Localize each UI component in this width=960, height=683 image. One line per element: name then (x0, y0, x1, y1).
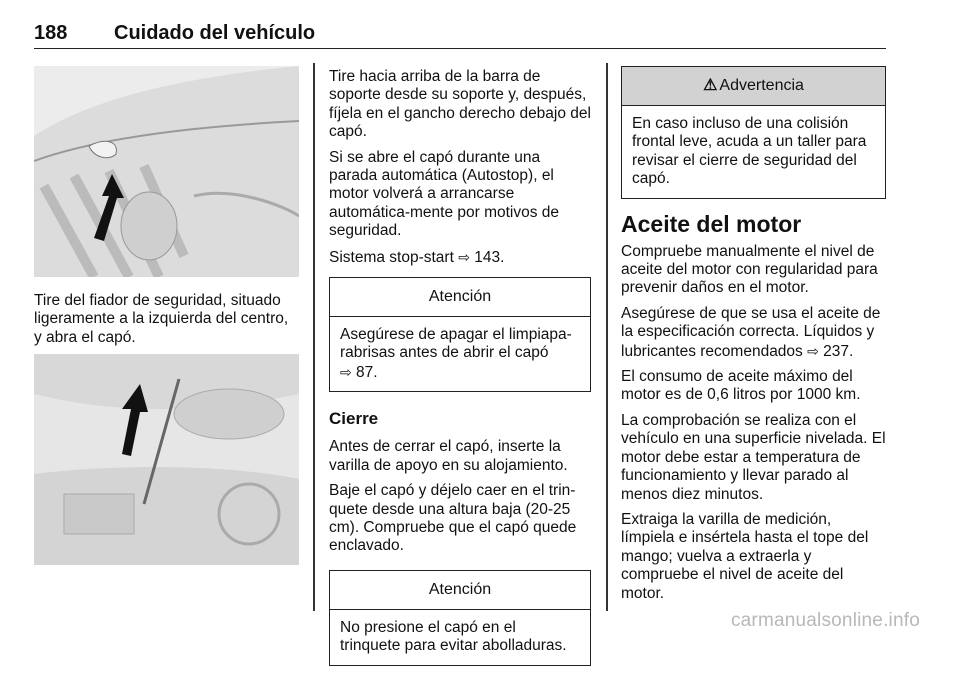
page-number: 188 (34, 22, 68, 44)
middle-column (329, 68, 591, 683)
paragraph: Si se abre el capó durante una parada automática (Autostop), el motor volverá a arrancarse automática-mente por motivos de seguridad. (329, 148, 560, 240)
caption-open-hood: Tire del fiador de seguridad, situado ligeramente a la izquierda del centro, y abra el capó. (34, 292, 289, 346)
hood-latch-illustration (34, 66, 299, 277)
paragraph: Compruebe manualmente el nivel de aceite del motor con regularidad para prevenir daños en el motor. (621, 242, 878, 297)
reference-arrow-icon: ⇨ (458, 248, 470, 265)
page-reference: 143. (474, 248, 505, 266)
column-divider (606, 63, 608, 611)
right-column (621, 66, 886, 610)
notice-box (329, 277, 591, 392)
section-heading: Cierre (329, 409, 379, 429)
page-title: Cuidado del vehículo (114, 22, 316, 44)
paragraph (329, 248, 591, 267)
reference-arrow-icon: ⇨ (340, 363, 352, 380)
warning-title-bar (622, 67, 885, 106)
paragraph: Extraiga la varilla de medición, límpiela e insértela hasta el tope del mango; vuelva a extraerla y compruebe el nivel de aceite del motor. (621, 510, 869, 602)
warning-body: En caso incluso de una colisión frontal leve, acuda a un taller para revisar el cierre de seguridad del capó. (632, 115, 867, 188)
page-header (34, 18, 886, 49)
paragraph (621, 305, 886, 361)
paragraph-text: Asegúrese de que se usa el aceite de la especificación correcta. Líquidos y lubricantes recomendados (621, 304, 881, 360)
warning-title: Advertencia (719, 76, 804, 94)
notice-title: Atención (330, 278, 590, 317)
warning-box (621, 66, 886, 199)
column-divider (313, 63, 315, 611)
notice-text: Asegúrese de apagar el limpiapa-rabrisas antes de abrir el capó (340, 326, 572, 362)
notice-body: No presione el capó en el trinquete para evitar abolladuras. (340, 618, 567, 655)
page-reference: 87. (356, 363, 378, 381)
notice-box (329, 570, 591, 666)
section-heading: Aceite del motor (621, 210, 802, 237)
reference-arrow-icon: ⇨ (807, 342, 819, 359)
paragraph-text: Sistema stop-start (329, 248, 454, 266)
paragraph: El consumo de aceite máximo del motor es de 0,6 litros por 1000 km. (621, 368, 861, 404)
notice-body (330, 317, 590, 391)
warning-triangle-icon: ⚠ (703, 76, 718, 94)
paragraph: Tire hacia arriba de la barra de soporte desde su soporte y, después, fíjela en el gancho derecho debajo del capó. (329, 68, 591, 141)
hood-prop-rod-illustration (34, 354, 299, 565)
watermark: carmanualsonline.info (730, 610, 920, 631)
paragraph: La comprobación se realiza con el vehículo en una superficie nivelada. El motor debe estar a temperatura de funcionamiento y llevar parado al menos diez minutos. (621, 411, 886, 503)
paragraph: Antes de cerrar el capó, inserte la varilla de apoyo en su alojamiento. (329, 438, 568, 474)
left-column (34, 292, 299, 354)
notice-title: Atención (330, 571, 590, 610)
paragraph: Baje el capó y déjelo caer en el trin-quete desde una altura baja (20-25 cm). Compruebe que el capó quede enclavado. (329, 482, 577, 555)
page-reference: 237. (823, 342, 854, 360)
